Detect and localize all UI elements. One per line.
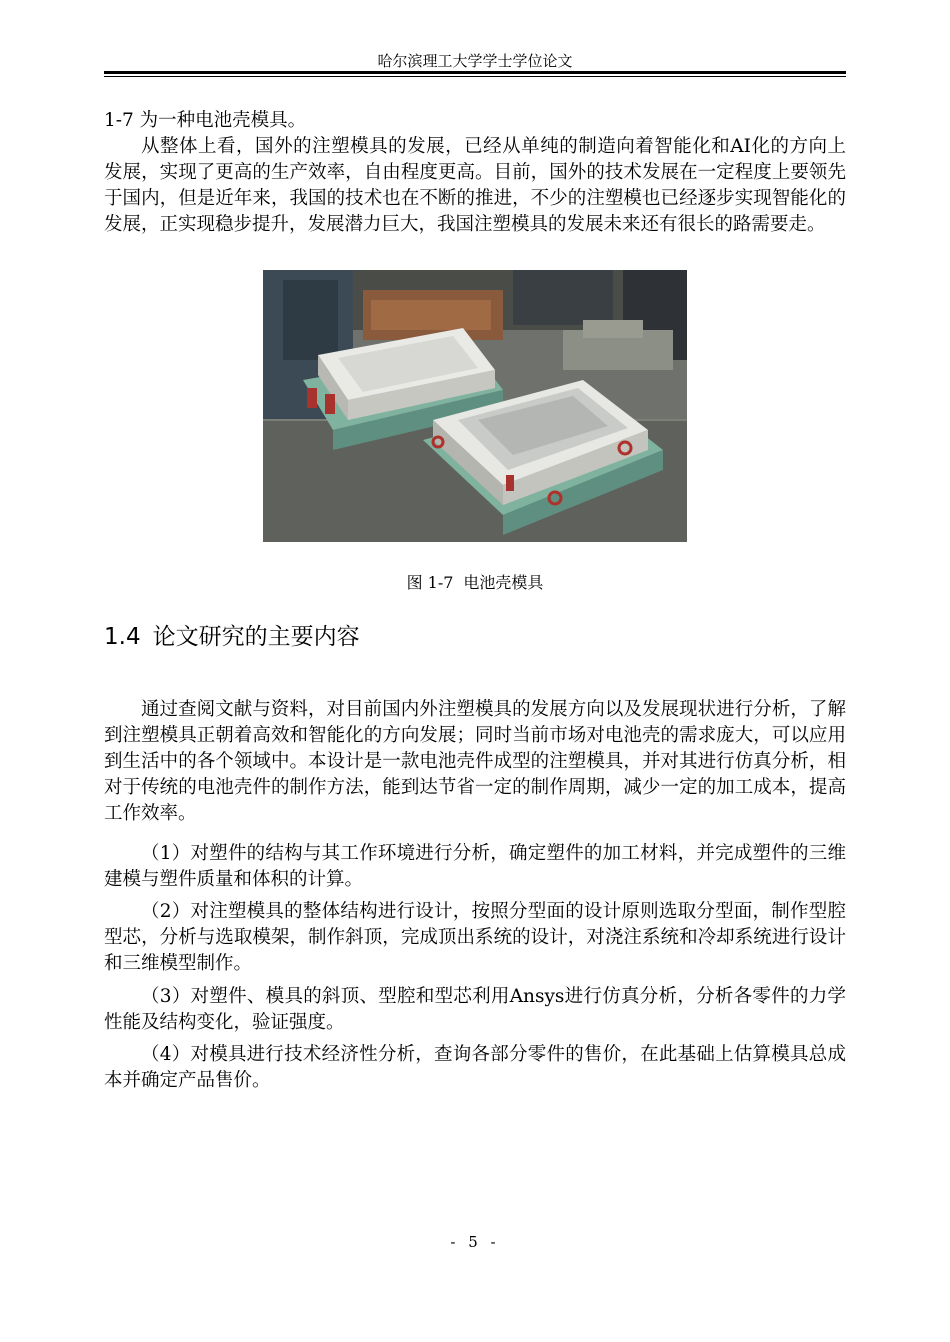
section-heading [104, 622, 846, 652]
list-item-1: （1）对塑件的结构与其工作环境进行分析，确定塑件的加工材料，并完成塑件的三维建模与塑件质量和体积的计算。 [104, 843, 846, 890]
battery-shell-mold-photo [263, 270, 687, 542]
list-item-3: （3）对塑件、模具的斜顶、型腔和型芯利用Ansys进行仿真分析，分析各零件的力学性能及结构变化，验证强度。 [104, 986, 846, 1033]
figure-number: 图 1-7 [406, 573, 454, 592]
header-rule-thin [104, 76, 846, 77]
paragraph-overseas-development: 从整体上看，国外的注塑模具的发展，已经从单纯的制造向着智能化和AI化的方向上发展，实现了更高的生产效率，自由程度更高。目前，国外的技术发展在一定程度上要领先于国内，但是近年来，我国的技术也在不断的推进，不少的注塑模也已经逐步实现智能化的发展，正实现稳步提升，发展潜力巨大，我国注塑模具的发展未来还有很长的路需要走。 [104, 136, 846, 235]
header-rule-thick [104, 71, 846, 74]
figure-caption [0, 573, 950, 593]
list-item-2: （2）对注塑模具的整体结构进行设计，按照分型面的设计原则选取分型面，制作型腔型芯，分析与选取模架，制作斜顶，完成顶出系统的设计，对浇注系统和冷却系统进行设计和三维模型制作。 [104, 901, 846, 974]
header-title: 哈尔滨理工大学学士学位论文 [377, 52, 573, 70]
paragraph-research-overview: 通过查阅文献与资料，对目前国内外注塑模具的发展方向以及发展现状进行分析，了解到注塑模具正朝着高效和智能化的方向发展；同时当前市场对电池壳的需求庞大，可以应用到生活中的各个领域中。本设计是一款电池壳件成型的注塑模具，并对其进行仿真分析，相对于传统的电池壳件的制作方法，能到达节省一定的制作周期，减少一定的加工成本，提高工作效率。 [104, 699, 846, 824]
list-item-4: （4）对模具进行技术经济性分析，查询各部分零件的售价，在此基础上估算模具总成本并确定产品售价。 [104, 1044, 846, 1091]
intro-line: 1-7 为一种电池壳模具。 [104, 110, 307, 131]
figure-caption-text: 电池壳模具 [463, 573, 544, 592]
page-number: - 5 - [450, 1233, 500, 1251]
section-number: 1.4 [104, 624, 141, 650]
section-title: 论文研究的主要内容 [152, 624, 360, 650]
